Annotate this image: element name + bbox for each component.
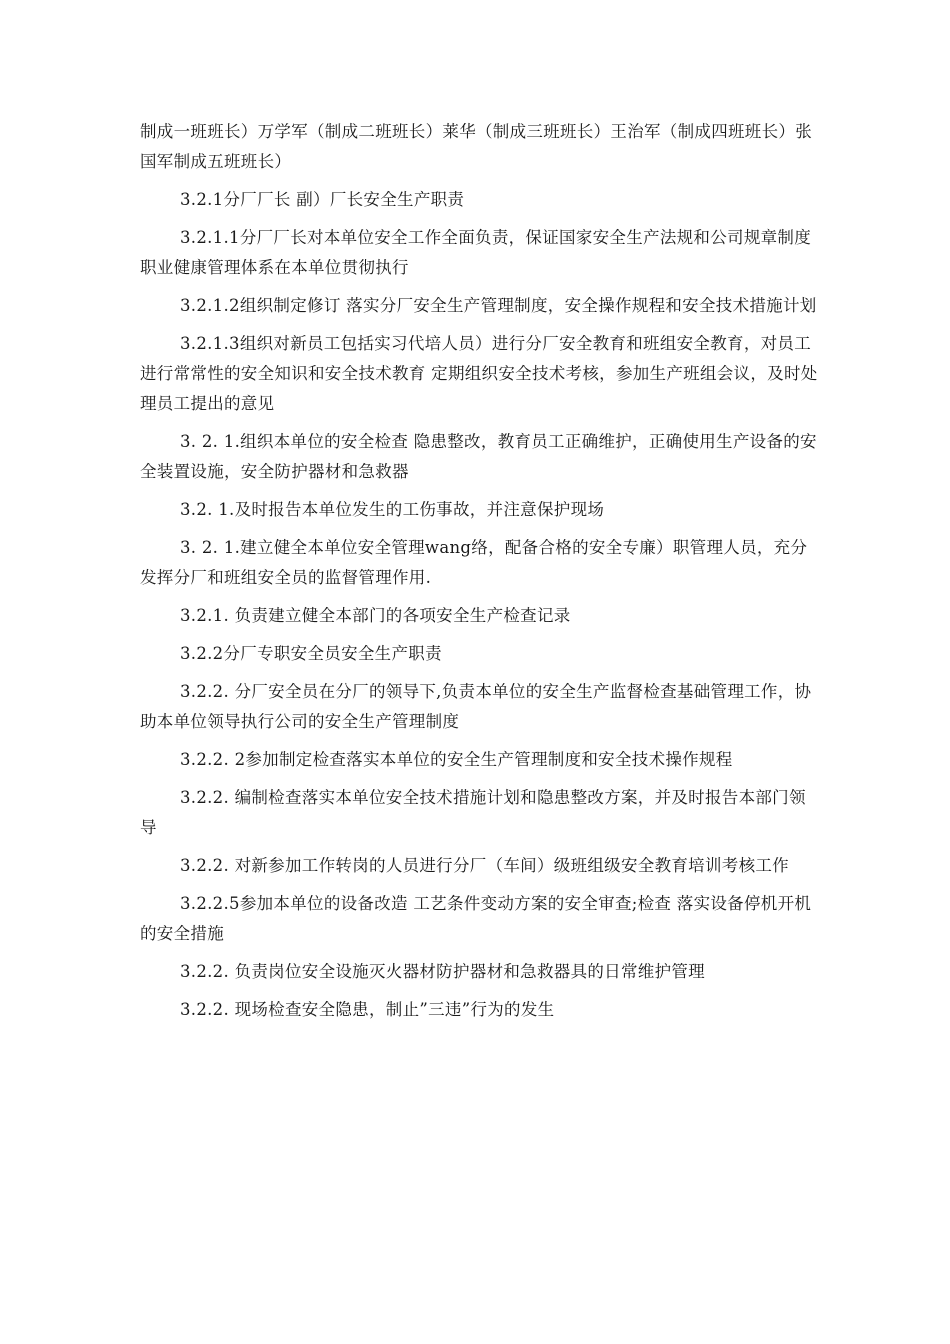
paragraph: 3.2.1. 负责建立健全本部门的各项安全生产检查记录 xyxy=(180,606,571,625)
paragraph: 3.2.2. 负责岗位安全设施灭火器材防护器材和急救器具的日常维护管理 xyxy=(180,962,705,981)
paragraph: 3.2.2. 2参加制定检查落实本单位的安全生产管理制度和安全技术操作规程 xyxy=(180,750,733,769)
paragraph: 3.2. 1.及时报告本单位发生的工伤事故，并注意保护现场 xyxy=(180,500,605,519)
section-heading: 3.2.2分厂专职安全员安全生产职责 xyxy=(180,644,442,663)
document-body xyxy=(140,117,820,1033)
paragraph: 3. 2. 1.建立健全本单位安全管理wang络，配备合格的安全专廉）职管理人员，充分发挥分厂和班组安全员的监督管理作用. xyxy=(140,538,808,587)
paragraph: 3.2.1.2组织制定修订 落实分厂安全生产管理制度，安全操作规程和安全技术措施计划 xyxy=(180,296,817,315)
paragraph: 3.2.1.3组织对新员工包括实习代培人员）进行分厂安全教育和班组安全教育，对员工进行常常性的安全知识和安全技术教育 定期组织安全技术考核，参加生产班组会议，及时处理员工提出的意见 xyxy=(140,334,818,413)
paragraph: 3.2.2. 对新参加工作转岗的人员进行分厂（车间）级班组级安全教育培训考核工作 xyxy=(180,856,789,875)
paragraph: 3.2.2. 分厂安全员在分厂的领导下,负责本单位的安全生产监督检查基础管理工作，协助本单位领导执行公司的安全生产管理制度 xyxy=(140,682,812,731)
paragraph: 3.2.2. 现场检查安全隐患，制止”三违”行为的发生 xyxy=(180,1000,555,1019)
section-heading: 3.2.1分厂厂长 副）厂长安全生产职责 xyxy=(180,190,465,209)
paragraph: 3. 2. 1.组织本单位的安全检查 隐患整改，教育员工正确维护，正确使用生产设备的安全装置设施，安全防护器材和急救器 xyxy=(140,432,817,481)
paragraph: 制成一班班长）万学军（制成二班班长）莱华（制成三班班长）王治军（制成四班班长）张国军制成五班班长） xyxy=(140,122,812,171)
paragraph: 3.2.1.1分厂厂长对本单位安全工作全面负责，保证国家安全生产法规和公司规章制度职业健康管理体系在本单位贯彻执行 xyxy=(140,228,812,277)
paragraph: 3.2.2. 编制检查落实本单位安全技术措施计划和隐患整改方案，并及时报告本部门领导 xyxy=(140,788,806,837)
paragraph: 3.2.2.5参加本单位的设备改造 工艺条件变动方案的安全审查;检查 落实设备停机开机的安全措施 xyxy=(140,894,812,943)
